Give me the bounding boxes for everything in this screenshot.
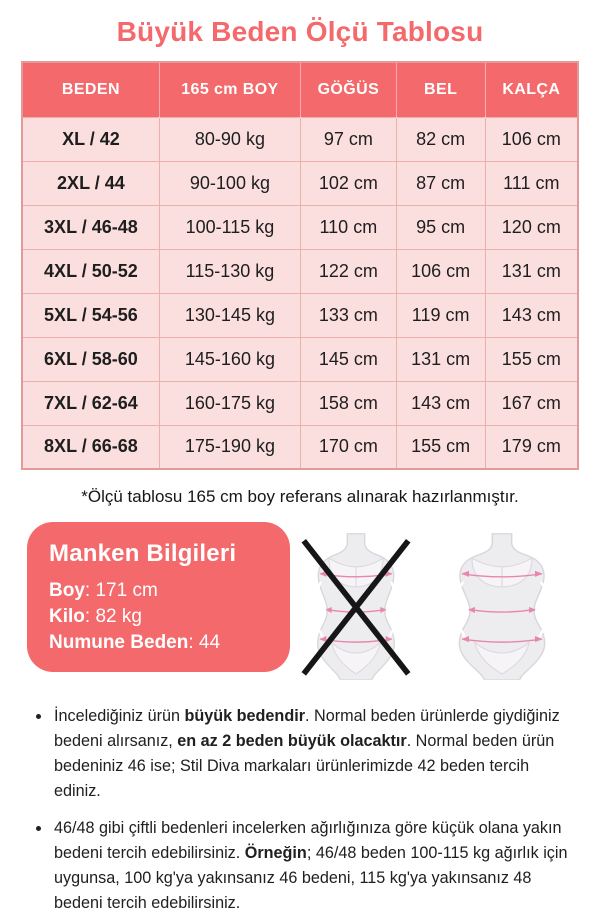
model-info-card: [27, 522, 290, 672]
measurement-cell: 106 cm: [396, 249, 485, 293]
size-row: [22, 249, 578, 293]
column-header: BEDEN: [22, 62, 159, 117]
measurement-cell: 179 cm: [485, 425, 578, 469]
measurement-cell: 95 cm: [396, 205, 485, 249]
measurement-cell: 80-90 kg: [159, 117, 300, 161]
size-chart-page: [0, 16, 600, 916]
size-label-cell: XL / 42: [22, 117, 159, 161]
measurement-cell: 170 cm: [301, 425, 397, 469]
column-header: BEL: [396, 62, 485, 117]
model-info-field: Boy: 171 cm: [49, 580, 158, 601]
plus-size-figure-icon: [439, 532, 565, 680]
model-info-title: Manken Bilgileri: [49, 540, 237, 567]
measurement-cell: 111 cm: [485, 161, 578, 205]
column-header: 165 cm BOY: [159, 62, 300, 117]
measurement-cell: 100-115 kg: [159, 205, 300, 249]
size-row: [22, 205, 578, 249]
model-info-section: [0, 522, 600, 680]
size-row: [22, 293, 578, 337]
model-info-rows: [49, 578, 268, 656]
notes-list: [30, 704, 570, 916]
measurement-cell: 145 cm: [301, 337, 397, 381]
size-label-cell: 3XL / 46-48: [22, 205, 159, 249]
size-label-cell: 2XL / 44: [22, 161, 159, 205]
measurement-cell: 145-160 kg: [159, 337, 300, 381]
measurement-cell: 119 cm: [396, 293, 485, 337]
model-info-field: Numune Beden: 44: [49, 632, 221, 653]
measurement-cell: 106 cm: [485, 117, 578, 161]
measurement-cell: 133 cm: [301, 293, 397, 337]
measurement-cell: 122 cm: [301, 249, 397, 293]
size-label-cell: 6XL / 58-60: [22, 337, 159, 381]
measurement-cell: 143 cm: [485, 293, 578, 337]
size-row: [22, 117, 578, 161]
measurement-cell: 158 cm: [301, 381, 397, 425]
measurement-cell: 175-190 kg: [159, 425, 300, 469]
measurement-cell: 155 cm: [485, 337, 578, 381]
size-table-header-row: [22, 62, 578, 117]
note-item: İncelediğiniz ürün büyük bedendir. Normal beden ürünlerde giydiğiniz bedeni alırsanız, en az 2 beden büyük olacaktır. Normal beden ürün bedeniniz 46 ise; Stil Diva markaları ürünlerimizde 42 beden tercih ediniz.: [30, 704, 570, 804]
measurement-cell: 131 cm: [485, 249, 578, 293]
size-label-cell: 4XL / 50-52: [22, 249, 159, 293]
size-row: [22, 337, 578, 381]
page-title: Büyük Beden Ölçü Tablosu: [116, 16, 484, 47]
measurement-cell: 97 cm: [301, 117, 397, 161]
measurement-cell: 160-175 kg: [159, 381, 300, 425]
measurement-cell: 90-100 kg: [159, 161, 300, 205]
size-label-cell: 5XL / 54-56: [22, 293, 159, 337]
size-label-cell: 7XL / 62-64: [22, 381, 159, 425]
measurement-cell: 120 cm: [485, 205, 578, 249]
measurement-cell: 131 cm: [396, 337, 485, 381]
size-row: [22, 161, 578, 205]
figure-illustrations: [290, 522, 573, 680]
measurement-cell: 143 cm: [396, 381, 485, 425]
measurement-cell: 102 cm: [301, 161, 397, 205]
size-label-cell: 8XL / 66-68: [22, 425, 159, 469]
model-info-field: Kilo: 82 kg: [49, 606, 142, 627]
size-table: [21, 61, 579, 470]
measurement-cell: 82 cm: [396, 117, 485, 161]
measurement-cell: 155 cm: [396, 425, 485, 469]
column-header: GÖĞÜS: [301, 62, 397, 117]
note-item: 46/48 gibi çiftli bedenleri incelerken ağırlığınıza göre küçük olana yakın bedeni tercih edebilirsiniz. Örneğin; 46/48 beden 100-115 kg ağırlık için uygunsa, 100 kg'ya yakınsanız 46 bedeni, 115 kg'ya yakınsanız 48 bedeni tercih edebilirsiniz.: [30, 816, 570, 916]
measurement-cell: 87 cm: [396, 161, 485, 205]
measurement-cell: 115-130 kg: [159, 249, 300, 293]
measurement-cell: 130-145 kg: [159, 293, 300, 337]
column-header: KALÇA: [485, 62, 578, 117]
size-table-body: [22, 117, 578, 469]
crossed-out-figure-icon: [299, 532, 413, 680]
measurement-cell: 110 cm: [301, 205, 397, 249]
table-footnote: *Ölçü tablosu 165 cm boy referans alınarak hazırlanmıştır.: [81, 487, 519, 506]
size-row: [22, 425, 578, 469]
size-row: [22, 381, 578, 425]
measurement-cell: 167 cm: [485, 381, 578, 425]
